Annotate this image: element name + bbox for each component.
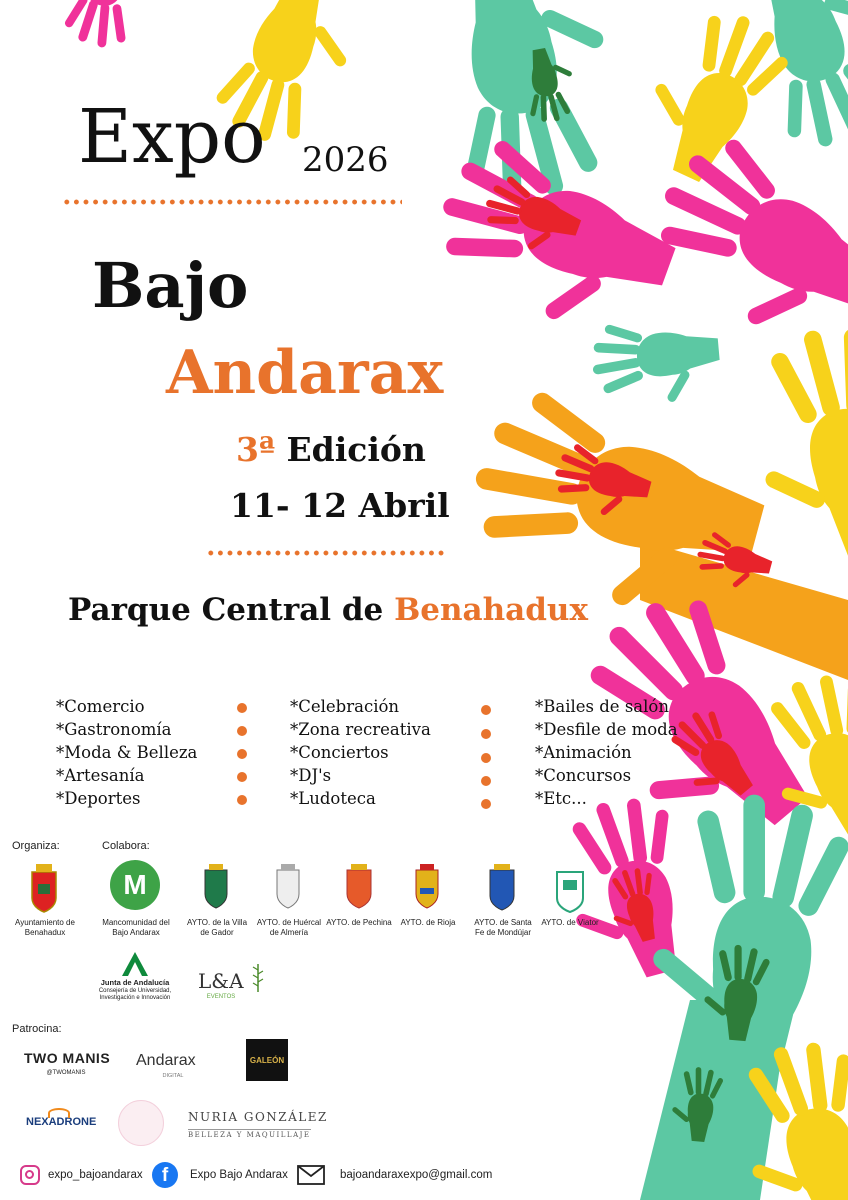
andarax-digital-subtitle: DIGITAL bbox=[162, 1073, 184, 1079]
colabora-item: AYTO. de Pechina bbox=[326, 918, 392, 927]
junta-andalucia-subtitle: Consejería de Universidad, Investigación e Innovación bbox=[98, 988, 172, 1001]
activity-item: *Comercio bbox=[56, 697, 145, 716]
gador-coat-of-arms bbox=[203, 862, 229, 910]
two-manis-handle: @TWOMANIS bbox=[46, 1070, 86, 1076]
activity-item: *Moda & Belleza bbox=[56, 743, 198, 762]
junta-andalucia-title: Junta de Andalucía bbox=[100, 978, 170, 987]
bullet-dot bbox=[237, 749, 247, 759]
activity-item: *Zona recreativa bbox=[290, 720, 431, 739]
nexadrone-logo: NEXADRONE bbox=[26, 1116, 97, 1128]
venue-prefix: Parque Central de bbox=[68, 592, 384, 628]
andarax-digital-logo: Andarax bbox=[136, 1052, 196, 1069]
nuria-gonzalez-subtitle: BELLEZA Y MAQUILLAJE bbox=[188, 1131, 311, 1139]
organiza-label: Organiza: bbox=[12, 840, 60, 852]
colabora-item: AYTO. de Santa Fe de Mondújar bbox=[474, 918, 532, 937]
huercal-coat-of-arms bbox=[275, 862, 301, 910]
event-dates: 11- 12 Abril bbox=[230, 486, 450, 525]
activity-item: *Animación bbox=[535, 743, 632, 762]
benahadux-coat-of-arms bbox=[28, 862, 60, 914]
activity-item: *Conciertos bbox=[290, 743, 389, 762]
activity-item: *Celebración bbox=[290, 697, 400, 716]
bullet-dot bbox=[481, 729, 491, 739]
edition-word: Edición bbox=[286, 430, 426, 469]
beauty-salon-circle-logo bbox=[118, 1100, 164, 1146]
bullet-dot bbox=[237, 726, 247, 736]
pechina-coat-of-arms bbox=[345, 862, 373, 910]
two-manis-logo: TWO MANIS bbox=[24, 1050, 111, 1066]
bullet-dot bbox=[481, 705, 491, 715]
venue-town: Benahadux bbox=[394, 592, 588, 628]
bullet-dot bbox=[237, 772, 247, 782]
patrocina-label: Patrocina: bbox=[12, 1023, 62, 1035]
rioja-coat-of-arms bbox=[414, 862, 440, 910]
facebook-icon[interactable]: f bbox=[152, 1162, 178, 1188]
activity-item: *Concursos bbox=[535, 766, 632, 785]
title-andarax: Andarax bbox=[166, 338, 444, 408]
bullet-dot bbox=[237, 795, 247, 805]
activity-item: *Desfile de moda bbox=[535, 720, 678, 739]
colabora-item: AYTO. de Huércal de Almería bbox=[256, 918, 322, 937]
facebook-page[interactable]: Expo Bajo Andarax bbox=[190, 1169, 288, 1181]
instagram-handle[interactable]: expo_bajoandarax bbox=[48, 1169, 143, 1181]
junta-andalucia-logo bbox=[120, 950, 150, 978]
email-address[interactable]: bajoandaraxexpo@gmail.com bbox=[340, 1169, 493, 1181]
activities-column-2 bbox=[290, 695, 431, 810]
activity-item: *Bailes de salón bbox=[535, 697, 669, 716]
organiza-org-name: Ayuntamiento de Benahadux bbox=[15, 918, 75, 937]
colabora-item: Mancomunidad del Bajo Andarax bbox=[102, 918, 170, 937]
colabora-item: AYTO. de la Villa de Gador bbox=[186, 918, 248, 937]
colabora-item: AYTO. de Rioja bbox=[400, 918, 456, 927]
activity-item: *Ludoteca bbox=[290, 789, 376, 808]
edition-number: 3ª bbox=[236, 430, 276, 469]
bullet-dot bbox=[237, 703, 247, 713]
activity-item: *Artesanía bbox=[56, 766, 145, 785]
activities-column-1 bbox=[56, 695, 197, 810]
nuria-gonzalez-logo: NURIA GONZÁLEZ bbox=[188, 1110, 328, 1124]
la-eventos-tree-icon bbox=[250, 962, 266, 994]
divider-middle bbox=[206, 550, 446, 556]
colabora-label: Colabora: bbox=[102, 840, 150, 852]
colabora-item: AYTO. de Viator bbox=[541, 918, 599, 927]
venue-line bbox=[68, 590, 588, 630]
la-eventos-logo: L&A bbox=[198, 969, 244, 993]
title-bajo: Bajo bbox=[92, 249, 249, 322]
divider-top bbox=[62, 199, 402, 205]
bullet-dot bbox=[481, 753, 491, 763]
drone-icon bbox=[48, 1108, 70, 1118]
santa-fe-coat-of-arms bbox=[488, 862, 516, 914]
viator-coat-of-arms bbox=[555, 864, 585, 914]
activities-column-3 bbox=[535, 695, 678, 810]
instagram-icon[interactable] bbox=[20, 1165, 40, 1185]
activity-item: *Deportes bbox=[56, 789, 141, 808]
activity-item: *DJ's bbox=[290, 766, 332, 785]
activity-item: *Etc... bbox=[535, 789, 587, 808]
la-eventos-subtitle: EVENTOS bbox=[206, 994, 236, 1000]
bullet-dot bbox=[481, 776, 491, 786]
galeon-logo bbox=[246, 1039, 288, 1081]
bullet-dot bbox=[481, 799, 491, 809]
title-expo: Expo bbox=[78, 94, 266, 180]
mail-icon[interactable] bbox=[297, 1165, 325, 1185]
edition-line bbox=[236, 430, 426, 470]
mancomunidad-logo: M bbox=[110, 860, 160, 910]
galeon-logo-text: GALEÓN bbox=[249, 1055, 285, 1065]
activity-item: *Gastronomía bbox=[56, 720, 172, 739]
title-year: 2026 bbox=[302, 140, 389, 180]
